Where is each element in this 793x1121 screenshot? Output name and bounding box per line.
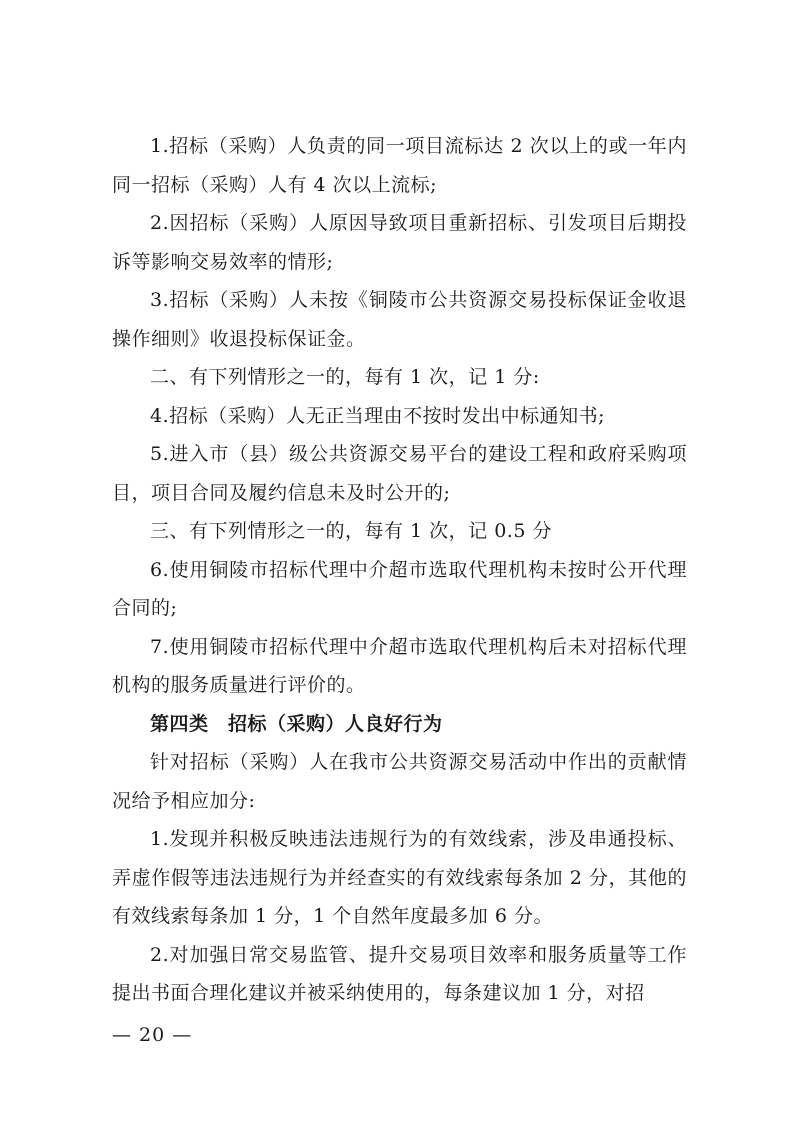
bonus-item-2: 2.对加强日常交易监管、提升交易项目效率和服务质量等工作提出书面合理化建议并被采纳使用的，每条建议加 1 分，对招 xyxy=(112,943,687,1004)
paragraph-item-7: 7.使用铜陵市招标代理中介超市选取代理机构后未对招标代理机构的服务质量进行评价的。 xyxy=(112,635,687,696)
section-two-heading: 二、有下列情形之一的，每有 1 次，记 1 分: xyxy=(150,366,540,388)
paragraph-item-3: 3.招标（采购）人未按《铜陵市公共资源交易投标保证金收退操作细则》收退投标保证金。 xyxy=(112,289,687,350)
category-four-intro: 针对招标（采购）人在我市公共资源交易活动中作出的贡献情况给予相应加分: xyxy=(112,751,687,812)
section-three-heading: 三、有下列情形之一的，每有 1 次，记 0.5 分 xyxy=(150,520,552,542)
paragraph-item-4: 4.招标（采购）人无正当理由不按时发出中标通知书; xyxy=(150,404,606,427)
paragraph-item-6: 6.使用铜陵市招标代理中介超市选取代理机构未按时公开代理合同的; xyxy=(112,558,687,619)
document-body xyxy=(112,127,687,1013)
paragraph-item-5: 5.进入市（县）级公共资源交易平台的建设工程和政府采购项目，项目合同及履约信息未及时公开的; xyxy=(112,443,687,504)
paragraph-item-2: 2.因招标（采购）人原因导致项目重新招标、引发项目后期投诉等影响交易效率的情形; xyxy=(112,212,687,273)
page-number: — 20 — xyxy=(112,1024,193,1046)
category-four-heading: 第四类 招标（采购）人良好行为 xyxy=(150,712,443,735)
paragraph-item-1: 1.招标（采购）人负责的同一项目流标达 2 次以上的或一年内同一招标（采购）人有 4 次以上流标; xyxy=(112,135,687,196)
bonus-item-1: 1.发现并积极反映违法违规行为的有效线索，涉及串通投标、弄虚作假等违法违规行为并经查实的有效线索每条加 2 分，其他的有效线索每条加 1 分，1 个自然年度最多加 6 分。 xyxy=(112,828,687,927)
